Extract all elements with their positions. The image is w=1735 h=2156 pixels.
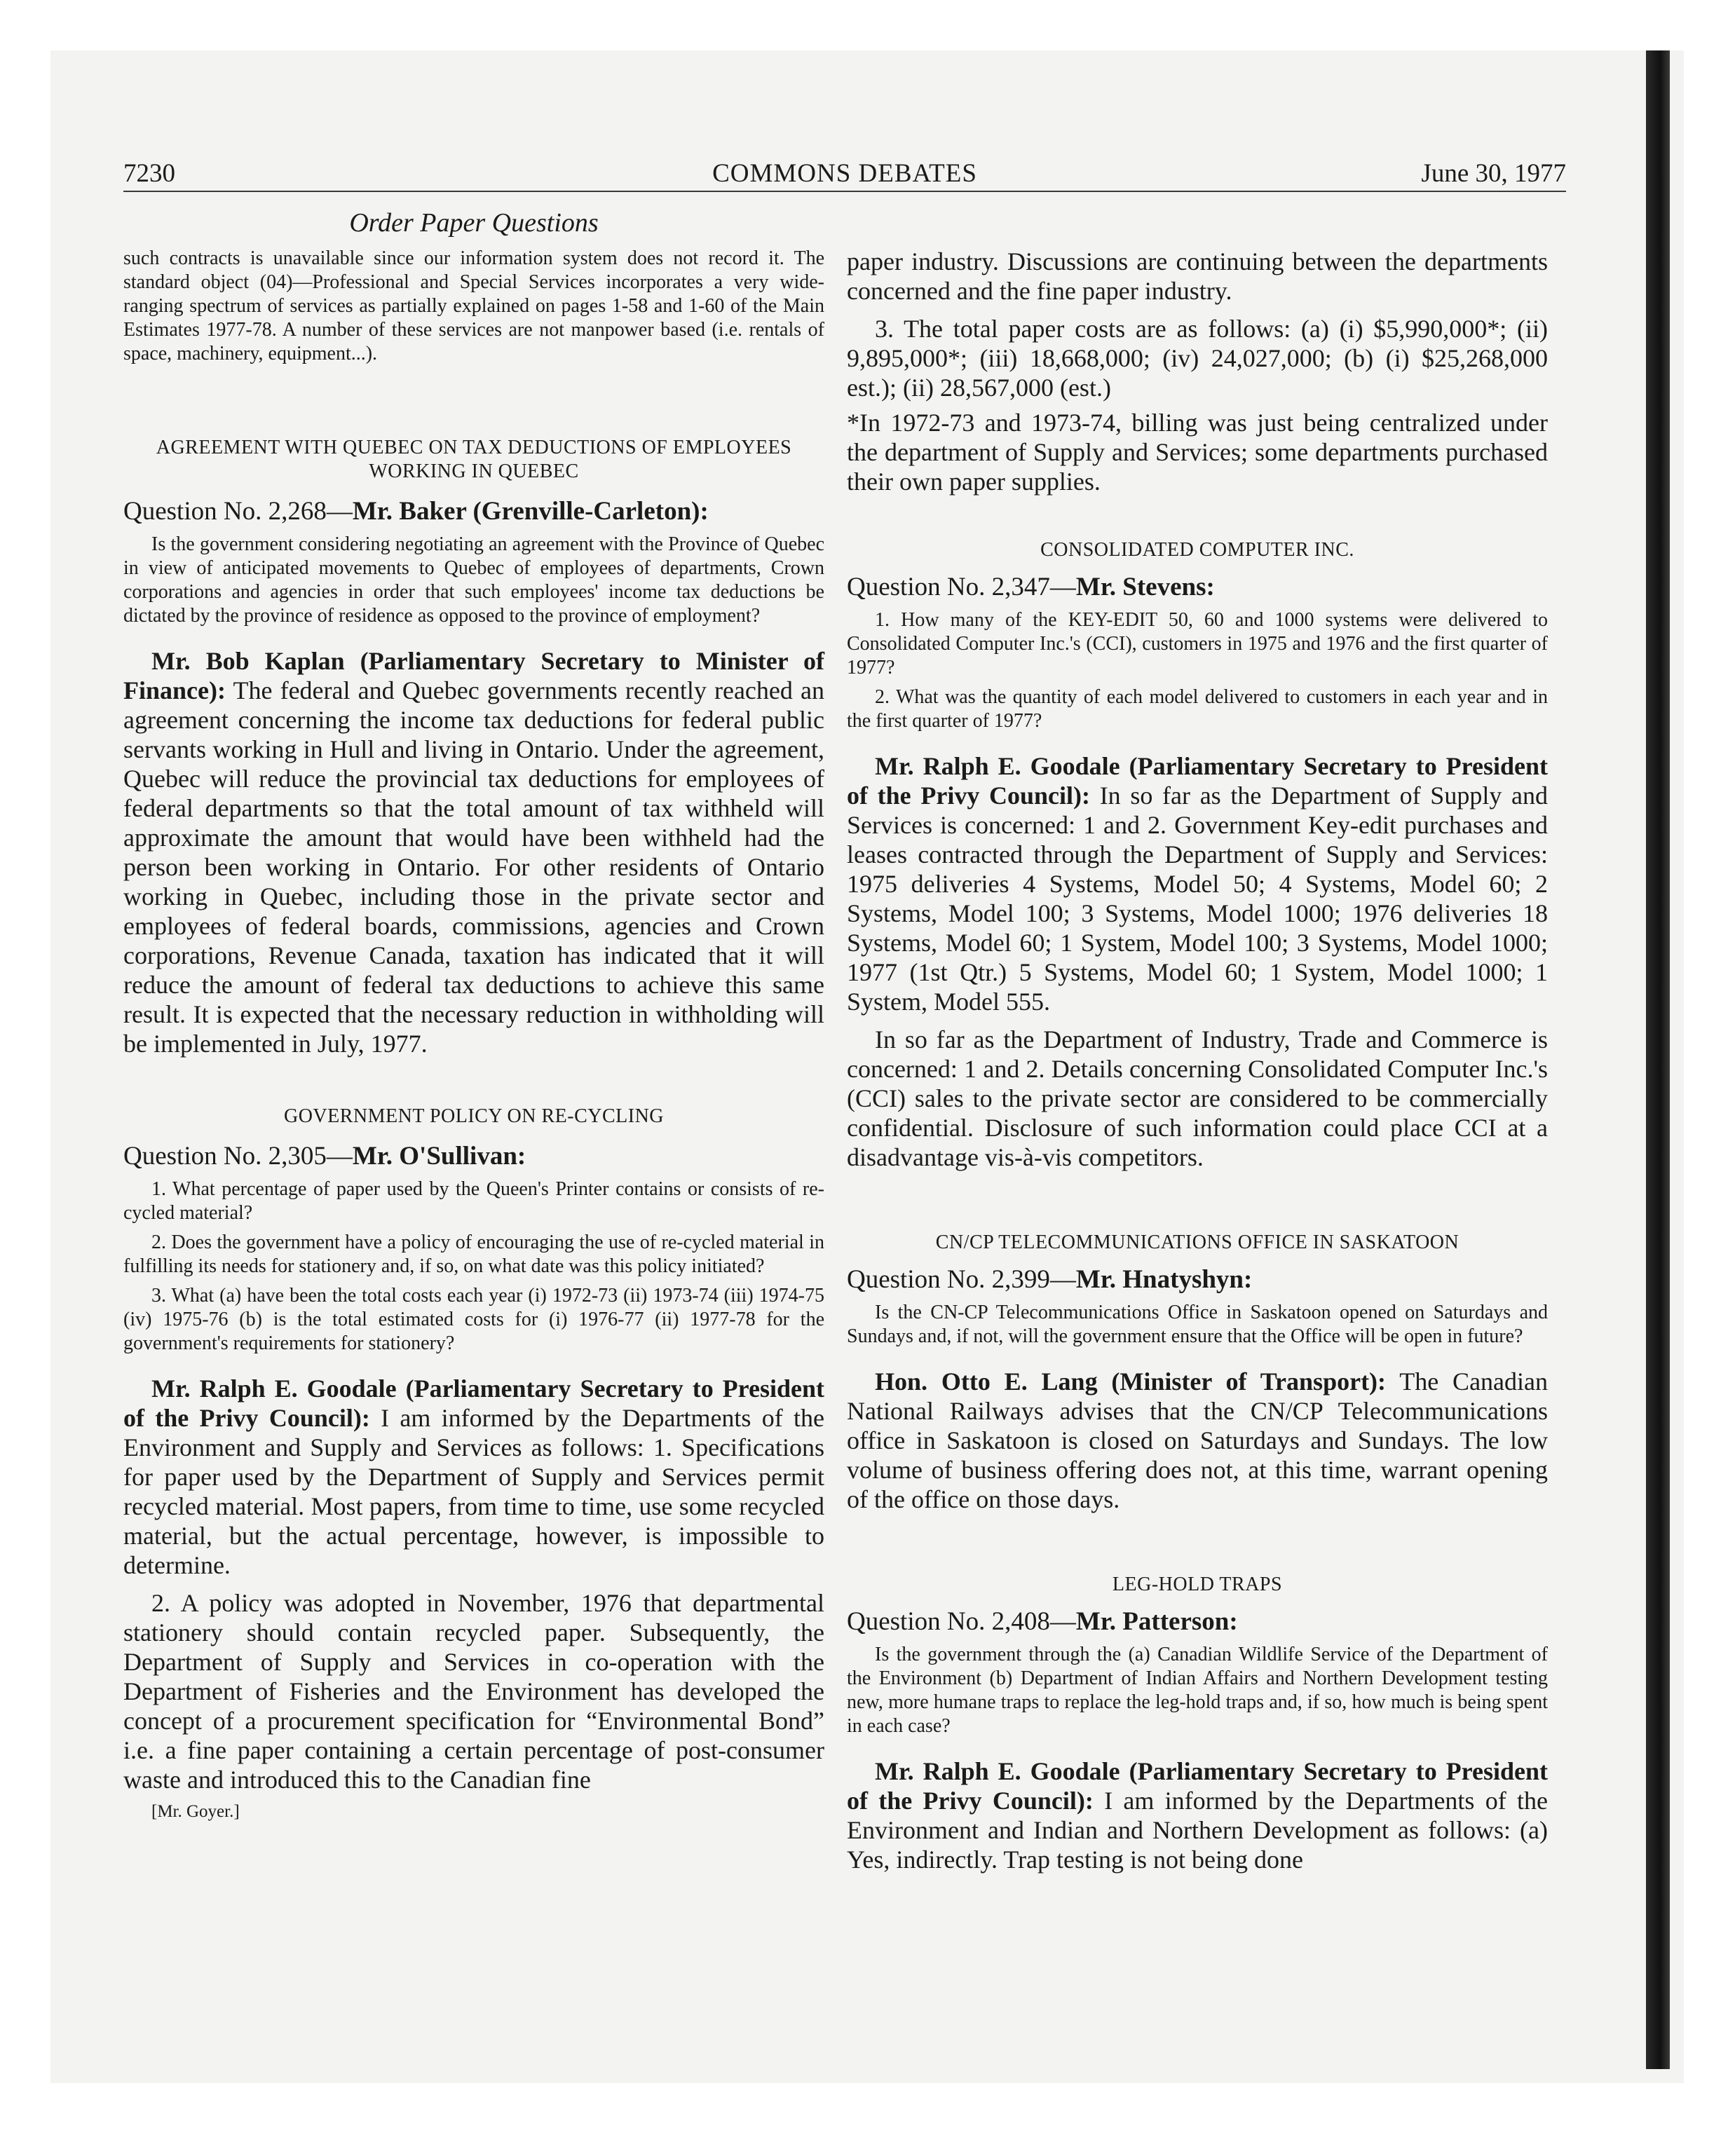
question-number: Question No. 2,399— bbox=[847, 1265, 1076, 1294]
answer-speaker: Mr. Ralph E. Goodale (Parliamentary Secretary to President of the Privy Council): bbox=[123, 1374, 824, 1432]
question-line-2399 bbox=[847, 1264, 1548, 1295]
question-number: Question No. 2,305— bbox=[123, 1142, 353, 1171]
question-line-2268 bbox=[123, 496, 824, 527]
question-line-2347 bbox=[847, 572, 1548, 603]
running-header bbox=[123, 156, 1566, 192]
continued-paragraph: paper industry. Discussions are continuing between the departments concerned and the fine paper industry. bbox=[847, 247, 1548, 305]
answer-paragraph bbox=[123, 646, 824, 1058]
question-asker: Mr. Patterson: bbox=[1075, 1607, 1238, 1636]
intro-paragraph: such contracts is unavailable since our information system does not record it. The standard object (04)—Professional and Special Services incorporates a very wide-ranging spectrum of services as partially explained on pages 1-58 and 1-60 of the Main Estimates 1977-78. A number of these services are not manpower based (i.e. rentals of space, machinery, equipment...). bbox=[123, 247, 824, 364]
speaker-signature: [Mr. Goyer.] bbox=[151, 1802, 240, 1821]
question-part-1: 1. How many of the KEY-EDIT 50, 60 and 1000 systems were delivered to Consolidated Computer Inc.'s (CCI), customers in 1975 and 1976 and the first quarter of 1977? bbox=[847, 609, 1548, 678]
scan-binding-edge bbox=[1646, 50, 1670, 2069]
answer-paragraph bbox=[847, 1367, 1548, 1514]
question-part-2: 2. What was the quantity of each model delivered to customers in each year and in the first quarter of 1977? bbox=[847, 686, 1548, 732]
answer-paragraph bbox=[123, 1374, 824, 1580]
answer-text: I am informed by the Departments of the Environment and Indian and Northern Development as follows: (a) Yes, indirectly. Trap testing is not being done bbox=[847, 1787, 1548, 1874]
answer-speaker: Mr. Ralph E. Goodale (Parliamentary Secretary to President of the Privy Council): bbox=[847, 1757, 1548, 1815]
section-heading-consolidated-computer: CONSOLIDATED COMPUTER INC. bbox=[1040, 539, 1354, 561]
section-heading-leg-hold-traps: LEG-HOLD TRAPS bbox=[1112, 1574, 1283, 1595]
question-asker: Mr. Hnatyshyn: bbox=[1075, 1265, 1253, 1294]
question-text: Is the CN-CP Telecommunications Office in Saskatoon opened on Saturdays and Sundays and, if not, will the government ensure that the Office will be open in future? bbox=[847, 1302, 1548, 1347]
question-part-3: 3. What (a) have been the total costs each year (i) 1972-73 (ii) 1973-74 (iii) 1974-75 (iv) 1975-76 (b) is the total estimated costs for (i) 1976-77 (ii) 1977-78 for the government's requirements for stationery? bbox=[123, 1285, 824, 1354]
publication-title: COMMONS DEBATES bbox=[712, 159, 977, 188]
answer-paragraph-2: In so far as the Department of Industry, Trade and Commerce is concerned: 1 and 2. Details concerning Consolidated Computer Inc.'s (CCI) sales to the private sector are considered to be commercially confidential. Disclosure of such information could place CCI at a disadvantage vis-à-vis competitors. bbox=[847, 1025, 1548, 1171]
answer-speaker: Hon. Otto E. Lang (Minister of Transport): bbox=[875, 1367, 1387, 1396]
answer-text: The Canadian National Railways advises that the CN/CP Telecommunications office in Saskatoon is closed on Saturdays and Sundays. The low volume of business offering does not, at this time, warrant opening of the office on those days. bbox=[847, 1367, 1549, 1513]
question-line-2305 bbox=[123, 1141, 824, 1172]
question-asker: Mr. Baker (Grenville-Carleton): bbox=[352, 497, 709, 526]
question-text: Is the government considering negotiating an agreement with the Province of Quebec in view of anticipated movements to Quebec of employees of departments, Crown corporations and agencies in order that such employees' income tax deductions be dictated by the province of residence as opposed to the province of employment? bbox=[123, 533, 824, 627]
answer-speaker: Mr. Bob Kaplan (Parliamentary Secretary to Minister of Finance): bbox=[123, 647, 824, 704]
page-number: 7230 bbox=[123, 159, 175, 188]
issue-date: June 30, 1977 bbox=[1421, 159, 1566, 188]
answer-text: I am informed by the Departments of the Environment and Supply and Services as follows: 1. Specifications for paper used by the Department of Supply and Services permit recycled material. Most papers, from time to time, use some recycled material, but the actual percentage, however, is impossible to determine. bbox=[123, 1404, 824, 1579]
right-column bbox=[847, 247, 1548, 1874]
question-number: Question No. 2,408— bbox=[847, 1607, 1076, 1636]
answer-paragraph-2: 2. A policy was adopted in November, 1976 that departmental stationery should contain recycled paper. Subsequently, the Department of Supply and Services in co-operation with the Department of Fisheries and the Environment has developed the concept of a procurement specification for “Environmental Bond” i.e. a fine paper containing a certain percentage of post-consumer waste and introduced this to the Canadian fine bbox=[123, 1589, 824, 1794]
question-line-2408 bbox=[847, 1606, 1548, 1637]
answer-paragraph bbox=[847, 751, 1548, 1016]
costs-paragraph: 3. The total paper costs are as follows: (a) (i) $5,990,000*; (ii) 9,895,000*; (iii) 18,668,000; (iv) 24,027,000; (b) (i) $25,268,000 est.); (ii) 28,567,000 (est.) bbox=[847, 315, 1548, 402]
answer-text: The federal and Quebec governments recently reached an agreement concerning the income tax deductions for federal public servants working in Hull and living in Ontario. Under the agreement, Quebec will reduce the provincial tax deductions for employees of federal departments so that the total amount of tax withheld will approximate the amount that would have been withheld had the person been working in Ontario. For other residents of Ontario working in Quebec, including those in the private sector and employees of federal boards, commissions, agencies and Crown corporations, Revenue Canada, taxation has indicated that it will reduce the amount of federal tax deductions to achieve this same result. It is expected that the necessary reduction in withholding will be implemented in July, 1977. bbox=[123, 676, 825, 1058]
question-asker: Mr. O'Sullivan: bbox=[352, 1142, 526, 1171]
question-part-1: 1. What percentage of paper used by the Queen's Printer contains or consists of re-cycled material? bbox=[123, 1178, 824, 1224]
section-subheader: Order Paper Questions bbox=[349, 208, 599, 238]
answer-speaker: Mr. Ralph E. Goodale (Parliamentary Secretary to President of the Privy Council): bbox=[847, 752, 1548, 810]
answer-text: In so far as the Department of Supply and Services is concerned: 1 and 2. Government Key-edit purchases and leases contracted through the Department of Supply and Services: 1975 deliveries 4 Systems, Model 50; 4 Systems, Model 60; 2 Systems, Model 100; 3 Systems, Model 1000; 1976 deliveries 18 Systems, Model 60; 1 System, Model 100; 3 Systems, Model 1000; 1977 (1st Qtr.) 5 Systems, Model 60; 1 System, Model 1000; 1 System, Model 555. bbox=[847, 782, 1548, 1016]
question-text: Is the government through the (a) Canadian Wildlife Service of the Department of the Environment (b) Department of Indian Affairs and Northern Development testing new, more humane traps to replace the leg-hold traps and, if so, how much is being spent in each case? bbox=[847, 1644, 1548, 1737]
question-asker: Mr. Stevens: bbox=[1075, 573, 1215, 601]
section-heading-quebec-tax: AGREEMENT WITH QUEBEC ON TAX DEDUCTIONS OF EMPLOYEES WORKING IN QUEBEC bbox=[156, 437, 792, 482]
question-part-2: 2. Does the government have a policy of encouraging the use of re-cycled material in fulfilling its needs for stationery and, if so, on what date was this policy initiated? bbox=[123, 1231, 824, 1277]
question-number: Question No. 2,347— bbox=[847, 573, 1076, 601]
section-heading-telecommunications: CN/CP TELECOMMUNICATIONS OFFICE IN SASKATOON bbox=[935, 1231, 1460, 1253]
section-heading-recycling: GOVERNMENT POLICY ON RE-CYCLING bbox=[283, 1105, 665, 1127]
answer-paragraph bbox=[847, 1756, 1548, 1874]
footnote-paragraph: *In 1972-73 and 1973-74, billing was just being centralized under the department of Supply and Services; some departments purchased their own paper supplies. bbox=[847, 409, 1548, 496]
question-number: Question No. 2,268— bbox=[123, 497, 353, 526]
left-column bbox=[123, 247, 824, 1822]
